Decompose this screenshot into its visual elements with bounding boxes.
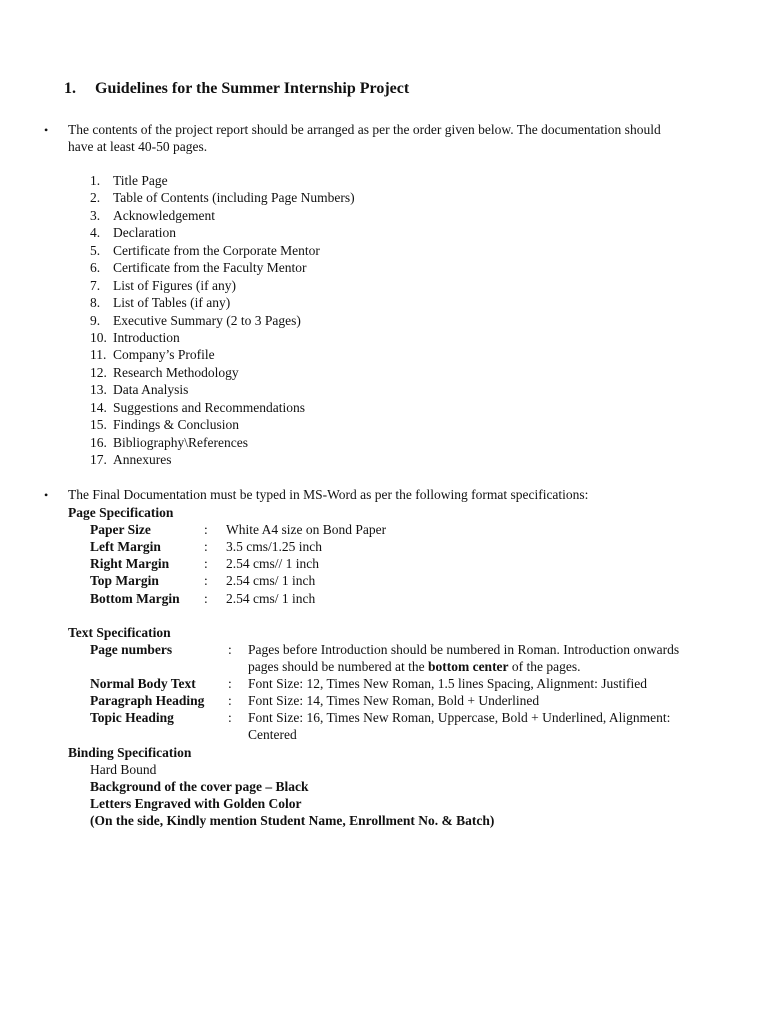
text-spec-row-topic-heading: [0, 709, 768, 743]
page-spec-label: Left Margin: [90, 539, 161, 554]
bullet-marker: •: [44, 123, 49, 137]
text-spec-label: Topic Heading: [90, 710, 174, 725]
list-item: [90, 207, 355, 224]
list-item-number: 15.: [90, 417, 107, 433]
page-numbers-line-1: Pages before Introduction should be numbered in Roman. Introduction onwards: [248, 642, 680, 657]
text-spec-label: Page numbers: [90, 642, 173, 657]
text-spec-colon: :: [228, 693, 232, 708]
list-item-text: Certificate from the Corporate Mentor: [113, 242, 320, 258]
list-item-text: Title Page: [113, 173, 168, 188]
page-spec-value: 2.54 cms/ 1 inch: [226, 591, 316, 606]
page-spec-value: 2.54 cms/ 1 inch: [226, 573, 316, 588]
page-spec-colon: :: [204, 522, 208, 537]
report-order-list: [90, 172, 355, 468]
list-item-text: Acknowledgement: [113, 207, 215, 223]
intro-paragraph: [68, 121, 728, 155]
list-item: [90, 294, 355, 311]
page-numbers-bold-text: bottom center: [427, 659, 509, 674]
list-item-number: 3.: [90, 207, 101, 223]
list-item-number: 1.: [90, 173, 101, 188]
list-item-number: 2.: [90, 190, 101, 206]
list-item-number: 9.: [90, 312, 101, 328]
binding-line-hard-bound: Hard Bound: [90, 762, 157, 777]
page-spec-row: [0, 590, 768, 607]
page-spec-label: Paper Size: [90, 522, 151, 537]
list-item-text: Company’s Profile: [113, 347, 215, 363]
list-item-number: 16.: [90, 434, 107, 450]
page-spec-row: [0, 538, 768, 555]
text-spec-value: [248, 709, 728, 743]
list-item-text: Annexures: [113, 452, 172, 467]
list-item-number: 13.: [90, 382, 107, 398]
list-item-text: Certificate from the Faculty Mentor: [113, 260, 307, 276]
section-number: 1.: [64, 80, 76, 97]
topic-heading-line-1: Font Size: 16, Times New Roman, Uppercase, Bold + Underlined, Alignment:: [248, 710, 671, 725]
page-spec-value: 3.5 cms/1.25 inch: [226, 539, 322, 554]
text-spec-row-normal-body: [0, 675, 768, 692]
list-item-number: 4.: [90, 225, 101, 241]
list-item: [90, 242, 355, 259]
list-item-text: List of Tables (if any): [113, 295, 231, 311]
list-item-number: 7.: [90, 277, 101, 293]
list-item-number: 12.: [90, 364, 107, 380]
list-item: [90, 434, 355, 451]
list-item: [90, 451, 355, 468]
list-item-number: 14.: [90, 399, 107, 415]
binding-line-letters: Letters Engraved with Golden Color: [90, 796, 302, 811]
list-item: [90, 259, 355, 276]
topic-heading-line-2: Centered: [248, 727, 297, 742]
binding-line-background: Background of the cover page – Black: [90, 779, 309, 794]
page-spec-row: [0, 572, 768, 589]
list-item-text: Executive Summary (2 to 3 Pages): [113, 312, 301, 328]
list-item: [90, 277, 355, 294]
page-spec-row: [0, 555, 768, 572]
list-item-text: Findings & Conclusion: [113, 417, 240, 433]
intro-line-2: have at least 40-50 pages.: [68, 139, 208, 154]
text-spec-colon: :: [228, 642, 232, 657]
page-spec-row: [0, 521, 768, 538]
format-intro: The Final Documentation must be typed in MS-Word as per the following format specifications:: [68, 487, 589, 502]
intro-line-1: The contents of the project report should be arranged as per the order given below. The documentation should: [68, 122, 661, 137]
list-item-text: List of Figures (if any): [113, 277, 236, 293]
page-spec-label: Right Margin: [90, 556, 170, 571]
page-spec-value: White A4 size on Bond Paper: [226, 522, 387, 537]
page-spec-colon: :: [204, 539, 208, 554]
text-spec-value: [248, 641, 728, 675]
list-item-text: Suggestions and Recommendations: [113, 399, 305, 415]
list-item: [90, 346, 355, 363]
list-item-number: 6.: [90, 260, 101, 276]
text-spec-colon: :: [228, 676, 232, 691]
list-item-number: 5.: [90, 242, 101, 258]
list-item-number: 17.: [90, 452, 107, 467]
binding-line-side-note: (On the side, Kindly mention Student Name, Enrollment No. & Batch): [90, 813, 495, 828]
text-spec-label: Normal Body Text: [90, 676, 196, 691]
list-item-text: Data Analysis: [113, 382, 189, 398]
list-item-text: Declaration: [113, 225, 176, 241]
list-item: [90, 416, 355, 433]
text-spec-row-paragraph-heading: [0, 692, 768, 709]
page-numbers-text-end: of the pages.: [508, 659, 581, 674]
list-item: [90, 172, 355, 189]
list-item-text: Table of Contents (including Page Numbers): [113, 190, 355, 206]
text-spec-colon: :: [228, 710, 232, 725]
list-item-number: 8.: [90, 295, 101, 311]
page-spec-colon: :: [204, 556, 208, 571]
text-spec-value: Font Size: 14, Times New Roman, Bold + Underlined: [248, 693, 540, 708]
page-numbers-text: pages should be numbered at the: [248, 659, 428, 674]
text-spec-label: Paragraph Heading: [90, 693, 205, 708]
page-spec-label: Top Margin: [90, 573, 159, 588]
list-item-text: Bibliography\References: [113, 434, 248, 450]
list-item: [90, 364, 355, 381]
page-spec-colon: :: [204, 591, 208, 606]
page-spec-title: Page Specification: [68, 505, 174, 520]
text-spec-row-page-numbers: [0, 641, 768, 675]
bullet-marker: •: [44, 488, 49, 502]
list-item: [90, 329, 355, 346]
text-spec-title: Text Specification: [68, 625, 171, 640]
list-item: [90, 381, 355, 398]
list-item-number: 11.: [90, 347, 107, 363]
section-heading: [64, 79, 409, 99]
list-item-text: Introduction: [113, 329, 180, 345]
list-item: [90, 399, 355, 416]
page-spec-label: Bottom Margin: [90, 591, 180, 606]
list-item: [90, 312, 355, 329]
page-numbers-line-2: [248, 658, 728, 675]
page-spec-colon: :: [204, 573, 208, 588]
section-title: Guidelines for the Summer Internship Project: [95, 80, 410, 97]
list-item-text: Research Methodology: [113, 364, 239, 380]
text-spec-value: Font Size: 12, Times New Roman, 1.5 lines Spacing, Alignment: Justified: [248, 676, 648, 691]
page-spec-value: 2.54 cms// 1 inch: [226, 556, 319, 571]
list-item: [90, 224, 355, 241]
list-item: [90, 189, 355, 206]
binding-spec-title: Binding Specification: [68, 745, 192, 760]
list-item-number: 10.: [90, 329, 107, 345]
